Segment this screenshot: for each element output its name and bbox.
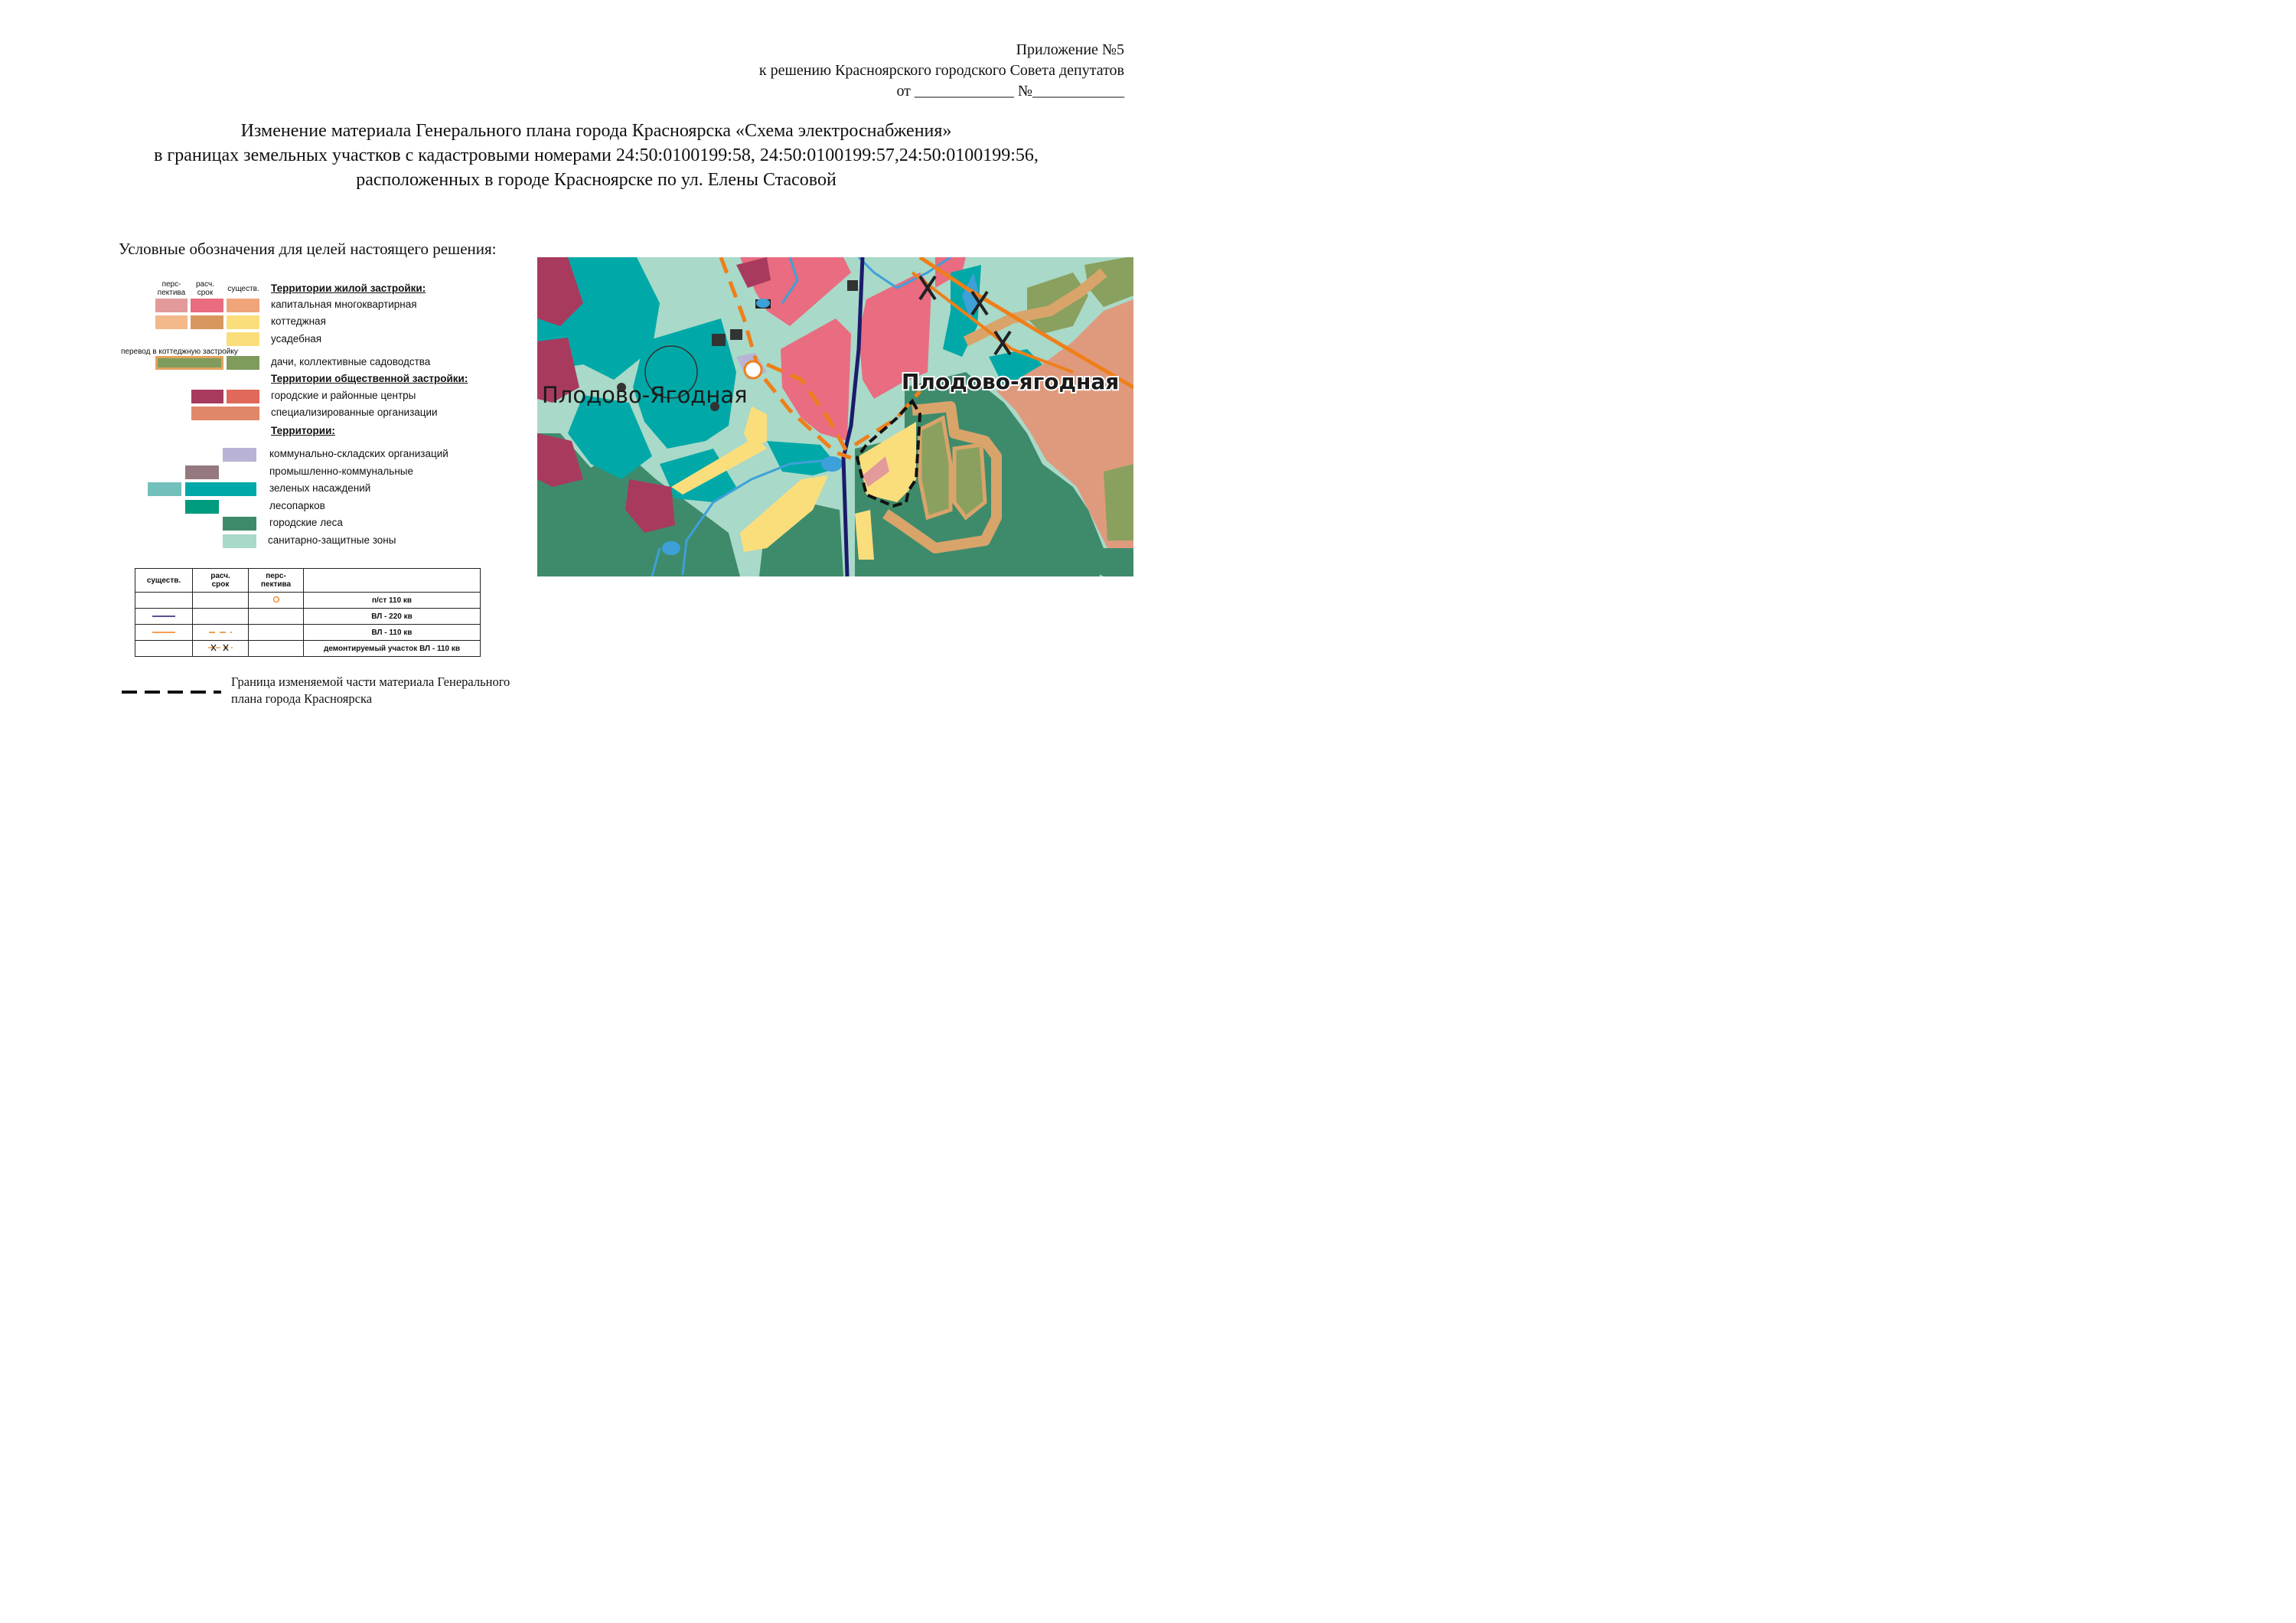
swatch-forest-park [185,500,219,514]
document-header [759,40,1124,102]
legend-heading: Условные обозначения для целей настоящего решения: [119,240,497,258]
dismantled-line-icon [208,643,233,652]
legend-label-specialized: специализированные организации [271,407,438,418]
legend-public-heading: Территории общественной застройки: [271,373,468,384]
col-estimated: расч. срок [193,569,249,593]
building-icon [847,280,858,291]
legend-residential-heading: Территории жилой застройки: [271,282,426,294]
table-row [135,641,481,657]
swatch-apartment-perspective [155,299,188,312]
legend-label-warehouse: коммунально-складских организаций [269,448,448,459]
legend-label-forest-park: лесопарков [269,500,325,511]
date-number-line: от _____________ №____________ [896,83,1124,100]
legend-label-sanitary: санитарно-защитные зоны [268,534,396,546]
swatch-city-forest [223,517,256,531]
swatch-centers-existing [227,390,259,403]
title-line-1: Изменение материала Генерального плана города Красноярска «Схема электроснабжения» [240,121,952,141]
swatch-manor [227,332,259,346]
swatch-cottage-perspective [155,315,188,329]
boundary-line-2: плана города Красноярска [231,691,373,706]
legend-label-centers: городские и районные центры [271,390,416,401]
dacha-area [1104,464,1133,540]
line-110-estimated-icon [209,630,232,635]
line-220-existing-icon [152,614,175,619]
substation-icon [272,595,281,604]
boundary-description [231,674,510,707]
building-icon [712,334,726,346]
col-perspective: перс- пектива [249,569,304,593]
col-description [304,569,481,593]
row-label-line-110: ВЛ - 110 кв [304,625,481,641]
row-label-substation: п/ст 110 кв [304,593,481,609]
decision-reference: к решению Красноярского городского Совета депутатов [758,62,1124,79]
col-existing: существ. [135,569,193,593]
legend-transfer-note: перевод в коттеджную застройку [121,348,238,356]
swatch-industrial [185,465,219,479]
legend-label-city-forest: городские леса [269,517,343,528]
legend-col-perspective: перс- пектива [157,280,186,297]
legend-col-existing: существ. [227,285,259,293]
row-label-line-220: ВЛ - 220 кв [304,609,481,625]
building-icon [730,329,742,340]
legend-col-estimated: расч. срок [196,280,214,297]
dacha-area [954,445,985,518]
swatch-warehouse [223,448,256,462]
swatch-cottage-estimated [191,315,223,329]
boundary-dashed-icon [120,674,223,710]
map-label-left: Плодово-Ягодная [542,382,748,408]
swatch-transfer-to-cottage [155,356,223,370]
legend-label-dacha: дачи, коллективные садоводства [271,356,431,367]
legend-label-manor: усадебная [271,333,322,345]
legend-territories-heading: Территории: [271,425,335,436]
legend-label-cottage: коттеджная [271,315,326,327]
swatch-green-perspective [148,482,181,496]
title-line-3: расположенных в городе Красноярске по ул. Елены Стасовой [356,170,837,190]
legend-label-green: зеленых насаждений [269,482,371,494]
swatch-apartment-existing [227,299,259,312]
appendix-number: Приложение №5 [1016,41,1124,58]
table-row [135,609,481,625]
row-label-dismantled: демонтируемый участок ВЛ - 110 кв [304,641,481,657]
legend-label-industrial: промышленно-коммунальные [269,465,414,477]
lake [821,456,843,472]
title-line-2: в границах земельных участков с кадастровыми номерами 24:50:0100199:58, 24:50:0100199:57,24:50:0100199:56, [154,145,1039,165]
power-supply-map [537,257,1133,576]
legend-label-apartment: капитальная многоквартирная [271,299,417,310]
swatch-green-existing [185,482,256,496]
substation-110-icon [745,361,762,378]
table-row [135,593,481,609]
boundary-line-1: Граница изменяемой части материала Генерального [231,674,510,689]
swatch-cottage-existing [227,315,259,329]
dacha-area [920,418,951,518]
map-canvas [537,257,1133,576]
lake [756,299,770,308]
swatch-specialized [191,407,259,420]
swatch-sanitary [223,534,256,548]
lake [662,541,680,555]
line-110-existing-icon [152,630,175,635]
table-row [135,625,481,641]
swatch-dacha [227,356,259,370]
zoning-legend [0,0,536,567]
map-label-right: Плодово-ягодная [902,369,1120,394]
swatch-centers-estimated [191,390,223,403]
power-lines-legend-table [135,568,481,657]
swatch-apartment-estimated [191,299,223,312]
